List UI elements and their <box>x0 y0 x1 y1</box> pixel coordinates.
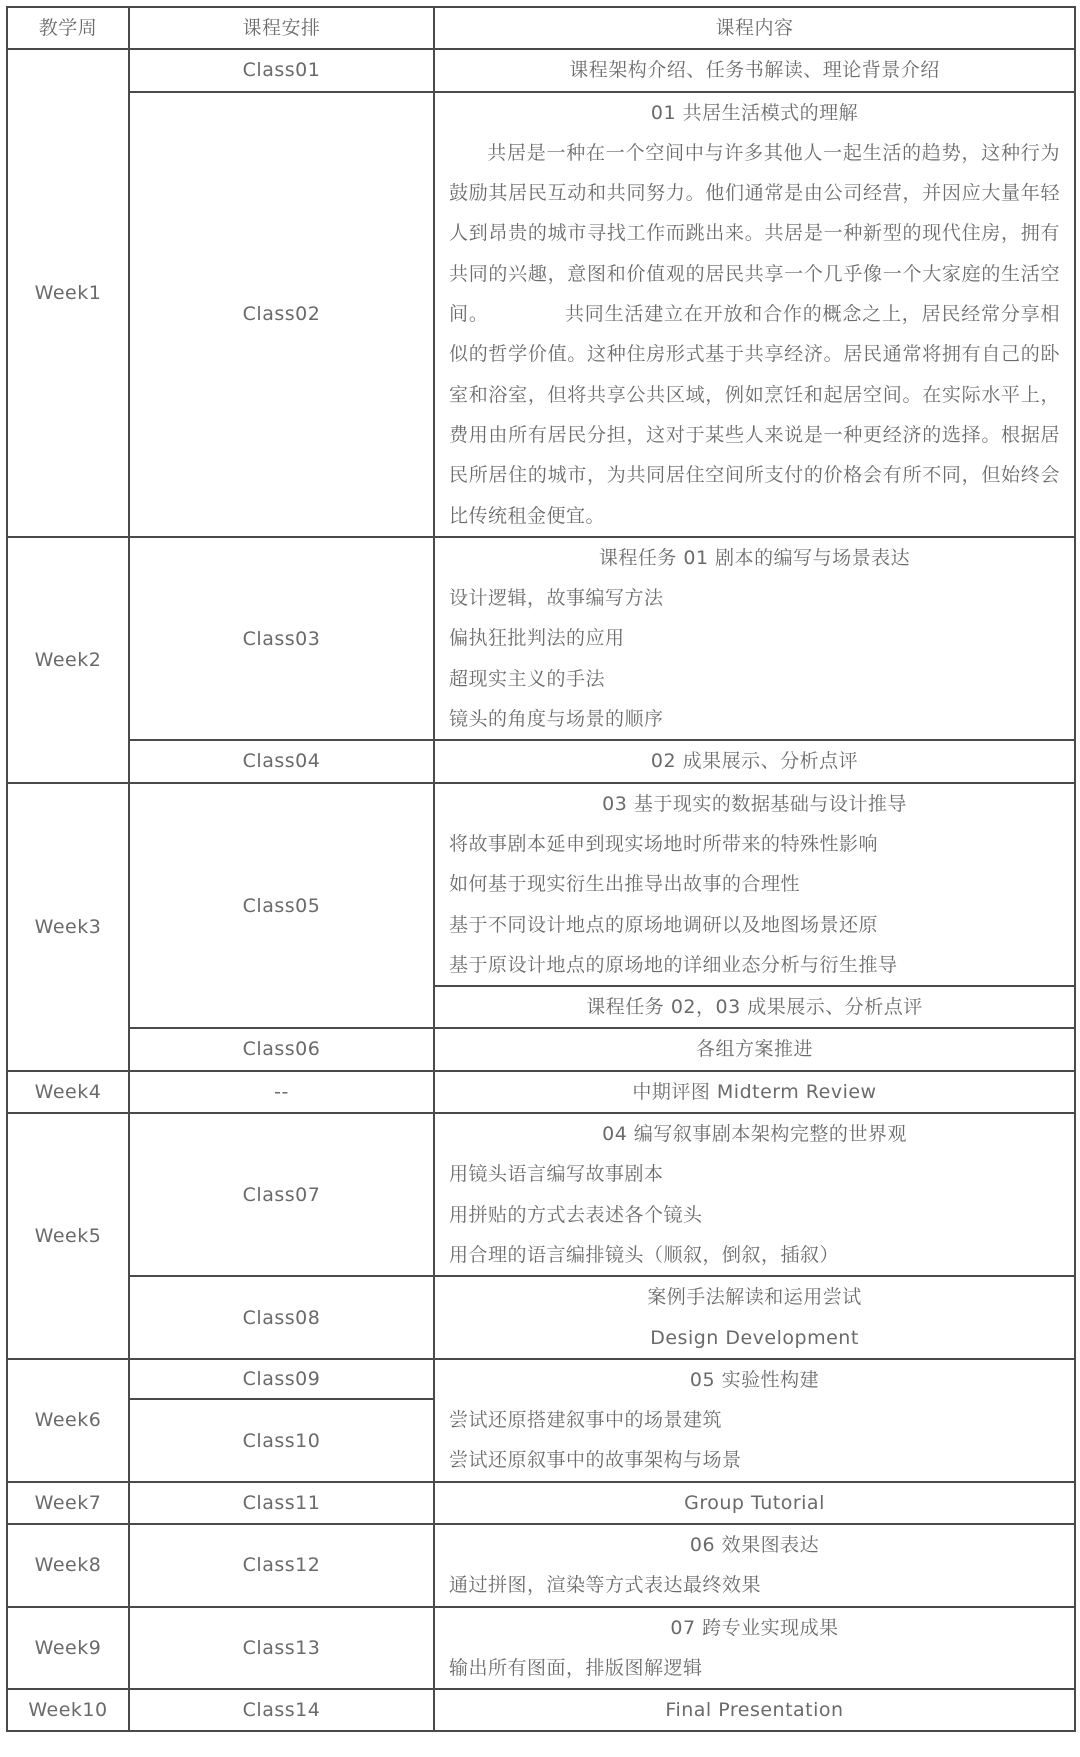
content-item: 基于原设计地点的原场地的详细业态分析与衍生推导 <box>449 953 898 976</box>
course-schedule-table <box>6 6 1076 1732</box>
week-cell: Week6 <box>7 1359 129 1482</box>
week-cell: Week2 <box>7 537 129 783</box>
content-paragraph: 共居是一种在一个空间中与许多其他人一起生活的趋势，这种行为鼓励其居民互动和共同努力。他们通常是由公司经营，并因应大量年轻人到昂贵的城市寻找工作而跳出来。共居是一种新型的现代住房，拥有共同的兴趣，意图和价值观的居民共享一个几乎像一个大家庭的生活空间。 共同生活建立在开放和合作的概念之上，居民经常分享相似的哲学价值。这种住房形式基于共享经济。居民通常将拥有自己的卧室和浴室，但将共享公共区域，例如烹饪和起居空间。在实际水平上，费用由所有居民分担，这对于某些人来说是一种更经济的选择。根据居民所居住的城市，为共同居住空间所支付的价格会有所不同，但始终会比传统租金便宜。 <box>449 141 1060 527</box>
header-week: 教学周 <box>7 7 129 49</box>
table-row <box>7 1689 1075 1731</box>
content-title: 06 效果图表达 <box>689 1533 820 1556</box>
content-item: 超现实主义的手法 <box>449 667 606 690</box>
table-row <box>7 740 1075 782</box>
table-row <box>7 1607 1075 1690</box>
class-cell: Class03 <box>129 537 434 740</box>
content-cell: 课程任务 02，03 成果展示、分析点评 <box>434 986 1075 1028</box>
class-cell: Class05 <box>129 783 434 1029</box>
table-row <box>7 1028 1075 1070</box>
content-cell: 各组方案推进 <box>434 1028 1075 1070</box>
content-cell: Group Tutorial <box>434 1482 1075 1524</box>
class-cell: Class07 <box>129 1113 434 1276</box>
week-cell: Week9 <box>7 1607 129 1690</box>
content-item: 设计逻辑，故事编写方法 <box>449 587 664 610</box>
content-title: 课程任务 01 剧本的编写与场景表达 <box>598 546 911 569</box>
content-cell <box>434 92 1075 537</box>
table-row <box>7 49 1075 91</box>
week-cell: Week3 <box>7 783 129 1071</box>
class-cell: Class14 <box>129 1689 434 1731</box>
content-item: 尝试还原叙事中的故事架构与场景 <box>449 1449 742 1472</box>
content-cell <box>434 1524 1075 1607</box>
content-item: 输出所有图面，排版图解逻辑 <box>449 1656 703 1679</box>
content-cell: 课程架构介绍、任务书解读、理论背景介绍 <box>434 49 1075 91</box>
content-item: 通过拼图，渲染等方式表达最终效果 <box>449 1574 762 1597</box>
table-row <box>7 1113 1075 1276</box>
content-cell: 中期评图 Midterm Review <box>434 1071 1075 1113</box>
week-cell: Week4 <box>7 1071 129 1113</box>
table-row <box>7 1071 1075 1113</box>
content-title: 05 实验性构建 <box>689 1368 820 1391</box>
class-cell: Class06 <box>129 1028 434 1070</box>
class-cell: Class01 <box>129 49 434 91</box>
table-header-row <box>7 7 1075 49</box>
content-cell <box>434 1113 1075 1276</box>
table-row <box>7 1482 1075 1524</box>
class-cell: Class04 <box>129 740 434 782</box>
class-cell: Class08 <box>129 1276 434 1359</box>
content-item: 镜头的角度与场景的顺序 <box>449 708 664 731</box>
content-cell <box>434 1607 1075 1690</box>
content-item: 尝试还原搭建叙事中的场景建筑 <box>449 1409 723 1432</box>
content-item: 偏执狂批判法的应用 <box>449 627 625 650</box>
content-item: 基于不同设计地点的原场地调研以及地图场景还原 <box>449 913 879 936</box>
content-item: 用镜头语言编写故事剧本 <box>449 1163 664 1186</box>
class-cell: Class10 <box>129 1399 434 1481</box>
content-title: 01 共居生活模式的理解 <box>650 101 859 124</box>
week-cell: Week8 <box>7 1524 129 1607</box>
class-cell: -- <box>129 1071 434 1113</box>
content-title: 04 编写叙事剧本架构完整的世界观 <box>602 1123 907 1146</box>
class-cell: Class13 <box>129 1607 434 1690</box>
content-cell: 02 成果展示、分析点评 <box>434 740 1075 782</box>
table-row <box>7 537 1075 740</box>
table-row <box>7 1524 1075 1607</box>
class-cell: Class02 <box>129 92 434 537</box>
week-cell: Week7 <box>7 1482 129 1524</box>
content-cell <box>434 783 1075 986</box>
content-cell <box>434 1359 1075 1482</box>
content-cell: 案例手法解读和运用尝试 Design Development <box>434 1276 1075 1359</box>
week-cell: Week10 <box>7 1689 129 1731</box>
content-title: 07 跨专业实现成果 <box>670 1616 839 1639</box>
content-title: 03 基于现实的数据基础与设计推导 <box>602 792 907 815</box>
table-row <box>7 92 1075 537</box>
week-cell: Week1 <box>7 49 129 537</box>
content-cell <box>434 537 1075 740</box>
content-item: 如何基于现实衍生出推导出故事的合理性 <box>449 873 801 896</box>
class-cell: Class11 <box>129 1482 434 1524</box>
content-item: 用合理的语言编排镜头（顺叙，倒叙，插叙） <box>449 1243 840 1266</box>
header-schedule: 课程安排 <box>129 7 434 49</box>
content-item: 将故事剧本延申到现实场地时所带来的特殊性影响 <box>449 832 879 855</box>
content-cell: Final Presentation <box>434 1689 1075 1731</box>
header-content: 课程内容 <box>434 7 1075 49</box>
table-row <box>7 783 1075 986</box>
table-row <box>7 1359 1075 1400</box>
class-cell: Class12 <box>129 1524 434 1607</box>
table-row <box>7 1276 1075 1359</box>
class-cell: Class09 <box>129 1359 434 1400</box>
content-item: 用拼贴的方式去表述各个镜头 <box>449 1203 703 1226</box>
week-cell: Week5 <box>7 1113 129 1359</box>
